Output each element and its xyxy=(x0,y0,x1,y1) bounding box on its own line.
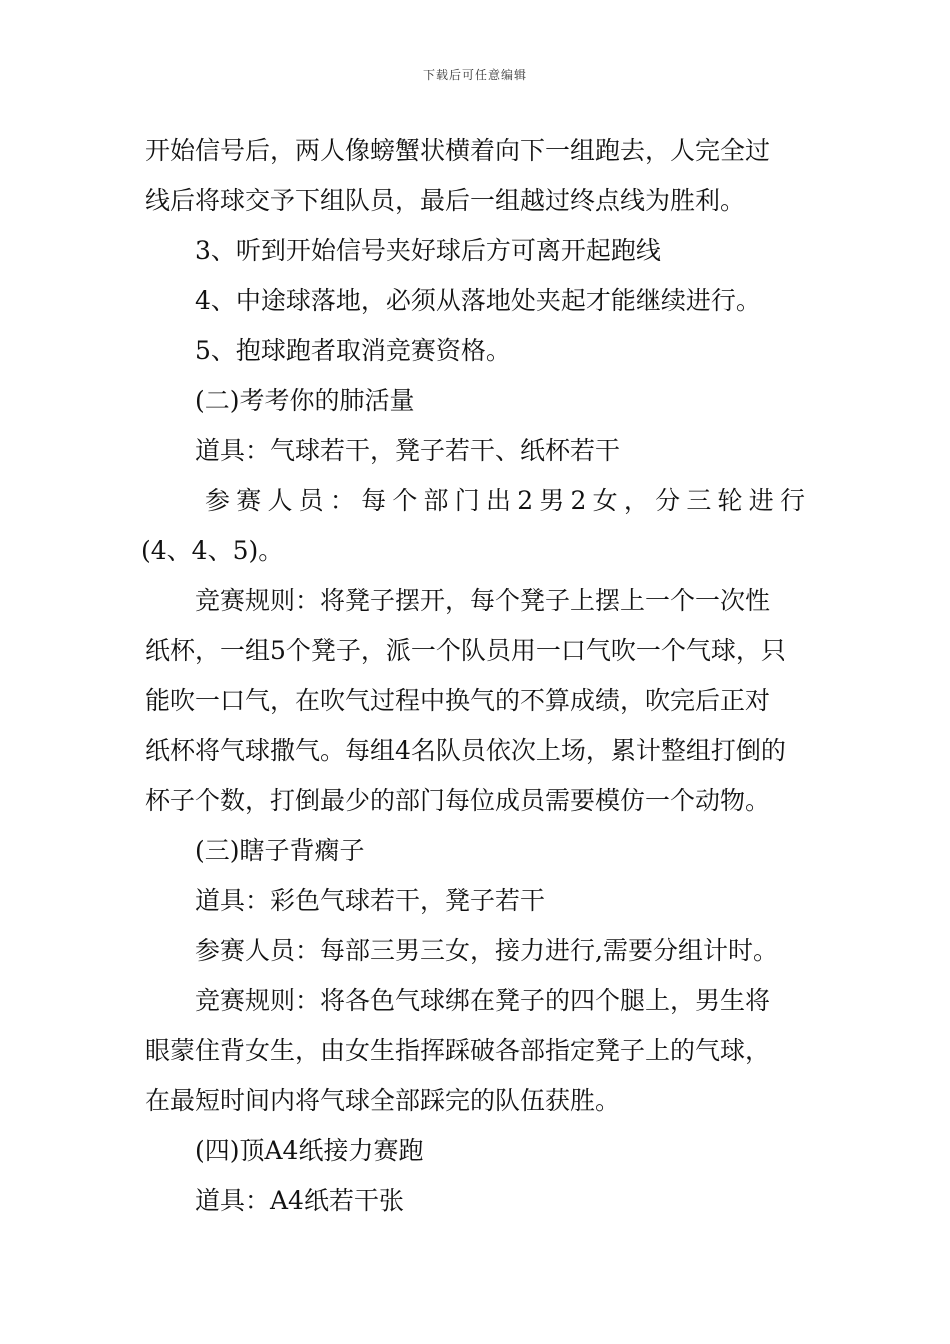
participants-continuation: (4、4、5)。 xyxy=(141,536,284,565)
participants-line: 参赛人员：每部三男三女，接力进行,需要分组计时。 xyxy=(195,936,778,965)
paragraph-line: 开始信号后，两人像螃蟹状横着向下一组跑去，人完全过 xyxy=(145,136,771,165)
section-heading-4: (四)顶A4纸接力赛跑 xyxy=(195,1136,424,1165)
props-line: 道具：A4纸若干张 xyxy=(195,1186,404,1215)
page-header: 下载后可任意编辑 xyxy=(422,68,527,82)
rules-line: 竞赛规则：将凳子摆开，每个凳子上摆上一个一次性 xyxy=(195,586,771,615)
document-body xyxy=(141,126,805,1226)
paragraph-line: 能吹一口气，在吹气过程中换气的不算成绩，吹完后正对 xyxy=(145,686,771,715)
props-line: 道具：气球若干，凳子若干、纸杯若干 xyxy=(195,436,621,465)
rule-item-5: 5、抱球跑者取消竞赛资格。 xyxy=(195,336,511,365)
rule-item-3: 3、听到开始信号夹好球后方可离开起跑线 xyxy=(195,236,661,265)
props-line: 道具：彩色气球若干，凳子若干 xyxy=(195,886,546,915)
rules-line: 竞赛规则：将各色气球绑在凳子的四个腿上，男生将 xyxy=(195,986,771,1015)
paragraph-line: 杯子个数，打倒最少的部门每位成员需要模仿一个动物。 xyxy=(145,786,771,815)
section-heading-3: (三)瞎子背瘸子 xyxy=(195,836,365,865)
paragraph-line: 纸杯，一组5个凳子，派一个队员用一口气吹一个气球，只 xyxy=(145,636,786,665)
paragraph-line: 纸杯将气球撒气。每组4名队员依次上场，累计整组打倒的 xyxy=(145,736,786,765)
rule-item-4: 4、中途球落地，必须从落地处夹起才能继续进行。 xyxy=(195,286,761,315)
paragraph-line: 在最短时间内将气球全部踩完的队伍获胜。 xyxy=(145,1086,621,1115)
participants-line: 参赛人员：每个部门出2男2女，分三轮进行 xyxy=(205,486,805,515)
section-heading-2: (二)考考你的肺活量 xyxy=(195,386,415,415)
paragraph-line: 线后将球交予下组队员，最后一组越过终点线为胜利。 xyxy=(145,186,746,215)
paragraph-line: 眼蒙住背女生，由女生指挥踩破各部指定凳子上的气球， xyxy=(145,1036,771,1065)
